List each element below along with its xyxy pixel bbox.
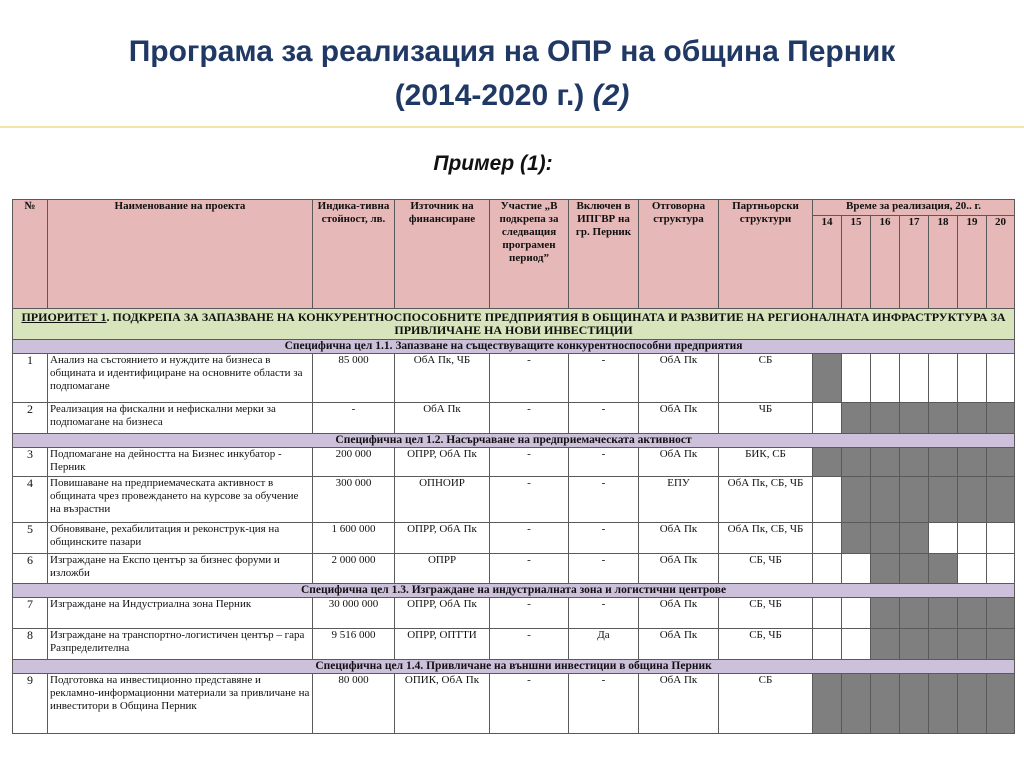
project-ipgvr: - [569, 598, 639, 629]
project-partners: ОбА Пк, СБ, ЧБ [719, 477, 813, 523]
project-name: Анализ на състоянието и нуждите на бизнеса в общината и идентифициране на основните области за подпомагане [48, 354, 313, 403]
project-source: ОПРР, ОПТТИ [395, 629, 490, 660]
project-responsible: ОбА Пк [639, 629, 719, 660]
project-responsible: ОбА Пк [639, 598, 719, 629]
header-project-name: Наименование на проекта [48, 200, 313, 309]
project-partners: БИК, СБ [719, 448, 813, 477]
project-name: Изграждане на транспортно-логистичен център – гара Разпределителна [48, 629, 313, 660]
project-responsible: ОбА Пк [639, 554, 719, 584]
project-partners: СБ [719, 674, 813, 734]
project-partners: СБ, ЧБ [719, 598, 813, 629]
title-line-1: Програма за реализация на ОПР на община Перник [128, 35, 896, 68]
timeline-cell-active [871, 403, 900, 434]
project-ipgvr: - [569, 554, 639, 584]
timeline-cell-empty [929, 523, 958, 554]
project-responsible: ОбА Пк [639, 354, 719, 403]
header-year: 19 [958, 216, 987, 309]
project-source: ОбА Пк, ЧБ [395, 354, 490, 403]
example-label: Пример (1): [433, 152, 553, 175]
specific-goal-title: Специфична цел 1.3. Изграждане на индустриалната зона и логистични центрове [13, 584, 1015, 598]
project-row [13, 477, 1015, 523]
timeline-cell-active [929, 403, 958, 434]
timeline-cell-active [958, 674, 987, 734]
project-source: ОбА Пк [395, 403, 490, 434]
timeline-cell-active [929, 554, 958, 584]
project-value: 2 000 000 [313, 554, 395, 584]
project-ipgvr: - [569, 403, 639, 434]
project-source: ОПРР, ОбА Пк [395, 448, 490, 477]
project-name: Повишаване на предприемаческата активност в общината чрез провеждането на курсове за обучение на възрастни [48, 477, 313, 523]
specific-goal-row [13, 660, 1015, 674]
project-participation: - [490, 477, 569, 523]
timeline-cell-empty [813, 598, 842, 629]
project-value: 1 600 000 [313, 523, 395, 554]
timeline-cell-empty [958, 523, 987, 554]
project-name: Подготовка на инвестиционно представяне и рекламно-информационни материали за привличане на инвеститори в Община Перник [48, 674, 313, 734]
project-row [13, 403, 1015, 434]
project-name: Изграждане на Индустриална зона Перник [48, 598, 313, 629]
timeline-cell-active [987, 403, 1015, 434]
timeline-cell-empty [929, 354, 958, 403]
project-name: Обновяване, рехабилитация и реконструк-ция на общинските пазари [48, 523, 313, 554]
timeline-cell-empty [842, 554, 871, 584]
timeline-cell-empty [987, 523, 1015, 554]
timeline-cell-active [958, 598, 987, 629]
project-row [13, 674, 1015, 734]
specific-goal-title: Специфична цел 1.2. Насърчаване на предприемаческата активност [13, 434, 1015, 448]
project-row [13, 354, 1015, 403]
timeline-cell-empty [813, 403, 842, 434]
timeline-cell-active [987, 477, 1015, 523]
timeline-cell-active [900, 523, 929, 554]
project-name: Подпомагане на дейността на Бизнес инкубатор - Перник [48, 448, 313, 477]
timeline-cell-empty [900, 354, 929, 403]
project-name: Реализация на фискални и нефискални мерки за подпомагане на бизнеса [48, 403, 313, 434]
timeline-cell-active [900, 554, 929, 584]
project-row [13, 554, 1015, 584]
project-source: ОПРР, ОбА Пк [395, 523, 490, 554]
header-number: № [13, 200, 48, 309]
timeline-cell-active [871, 598, 900, 629]
project-participation: - [490, 523, 569, 554]
timeline-cell-empty [813, 523, 842, 554]
timeline-cell-empty [842, 354, 871, 403]
header-source: Източник на финансиране [395, 200, 490, 309]
project-source: ОПРР [395, 554, 490, 584]
timeline-cell-active [871, 523, 900, 554]
timeline-cell-active [929, 477, 958, 523]
specific-goal-row [13, 584, 1015, 598]
project-number: 3 [13, 448, 48, 477]
priority-text: . ПОДКРЕПА ЗА ЗАПАЗВАНЕ НА КОНКУРЕНТНОСПОСОБНИТЕ ПРЕДПРИЯТИЯ В ОБЩИНАТА И РАЗВИТИЕ НА РЕГИОНАЛНАТА ИНФРАСТРУКТУРА ЗА ПРИВЛИЧАНЕ НА НОВИ ИНВЕСТИЦИИ [106, 310, 1006, 337]
project-ipgvr: - [569, 523, 639, 554]
timeline-cell-empty [871, 354, 900, 403]
project-partners: ОбА Пк, СБ, ЧБ [719, 523, 813, 554]
specific-goal-title: Специфична цел 1.4. Привличане на външни инвестиции в община Перник [13, 660, 1015, 674]
timeline-cell-empty [958, 554, 987, 584]
priority-title [13, 309, 1015, 340]
project-value: 200 000 [313, 448, 395, 477]
project-row [13, 523, 1015, 554]
timeline-cell-empty [987, 554, 1015, 584]
specific-goal-row [13, 434, 1015, 448]
header-responsible: Отговорна структура [639, 200, 719, 309]
project-ipgvr: - [569, 448, 639, 477]
project-participation: - [490, 674, 569, 734]
timeline-cell-active [871, 629, 900, 660]
timeline-cell-empty [813, 554, 842, 584]
timeline-cell-active [958, 477, 987, 523]
timeline-cell-active [987, 674, 1015, 734]
timeline-cell-active [871, 554, 900, 584]
project-number: 9 [13, 674, 48, 734]
project-number: 8 [13, 629, 48, 660]
specific-goal-row [13, 340, 1015, 354]
priority-row [13, 309, 1015, 340]
project-responsible: ЕПУ [639, 477, 719, 523]
project-value: - [313, 403, 395, 434]
timeline-cell-active [842, 674, 871, 734]
timeline-cell-active [929, 598, 958, 629]
project-value: 85 000 [313, 354, 395, 403]
project-row [13, 598, 1015, 629]
header-partners: Партньорски структури [719, 200, 813, 309]
timeline-cell-active [900, 403, 929, 434]
project-value: 300 000 [313, 477, 395, 523]
priority-number: ПРИОРИТЕТ 1 [21, 310, 107, 324]
project-participation: - [490, 403, 569, 434]
timeline-cell-empty [958, 354, 987, 403]
project-partners: СБ [719, 354, 813, 403]
timeline-cell-active [987, 598, 1015, 629]
timeline-cell-active [958, 403, 987, 434]
project-row [13, 448, 1015, 477]
title-divider [0, 126, 1024, 128]
header-value: Индика-тивна стойност, лв. [313, 200, 395, 309]
project-ipgvr: Да [569, 629, 639, 660]
timeline-cell-active [842, 477, 871, 523]
project-number: 2 [13, 403, 48, 434]
project-value: 80 000 [313, 674, 395, 734]
project-partners: СБ, ЧБ [719, 554, 813, 584]
project-name: Изграждане на Експо център за бизнес форуми и изложби [48, 554, 313, 584]
timeline-cell-active [813, 674, 842, 734]
timeline-cell-active [929, 448, 958, 477]
timeline-cell-active [871, 448, 900, 477]
project-number: 5 [13, 523, 48, 554]
project-number: 7 [13, 598, 48, 629]
project-source: ОПРР, ОбА Пк [395, 598, 490, 629]
header-ipgvr: Включен в ИПГВР на гр. Перник [569, 200, 639, 309]
project-ipgvr: - [569, 477, 639, 523]
project-participation: - [490, 629, 569, 660]
project-responsible: ОбА Пк [639, 523, 719, 554]
timeline-cell-empty [987, 354, 1015, 403]
project-number: 1 [13, 354, 48, 403]
header-year: 17 [900, 216, 929, 309]
project-ipgvr: - [569, 354, 639, 403]
project-value: 30 000 000 [313, 598, 395, 629]
timeline-cell-active [929, 674, 958, 734]
project-responsible: ОбА Пк [639, 674, 719, 734]
timeline-cell-empty [842, 598, 871, 629]
timeline-cell-active [900, 598, 929, 629]
project-responsible: ОбА Пк [639, 448, 719, 477]
timeline-cell-active [813, 354, 842, 403]
timeline-cell-empty [842, 629, 871, 660]
timeline-cell-empty [813, 477, 842, 523]
project-participation: - [490, 598, 569, 629]
slide-title [0, 30, 1024, 118]
timeline-cell-active [987, 629, 1015, 660]
header-year: 15 [842, 216, 871, 309]
timeline-cell-active [958, 629, 987, 660]
header-participation: Участие „В подкрепа за следващия програмен период” [490, 200, 569, 309]
project-number: 4 [13, 477, 48, 523]
timeline-cell-active [871, 477, 900, 523]
timeline-cell-active [813, 448, 842, 477]
timeline-cell-active [900, 674, 929, 734]
header-year: 16 [871, 216, 900, 309]
timeline-cell-active [900, 629, 929, 660]
title-part-number: (2) [592, 79, 630, 112]
title-years: (2014-2020 г.) [394, 79, 593, 112]
project-participation: - [490, 448, 569, 477]
project-partners: ЧБ [719, 403, 813, 434]
timeline-cell-active [929, 629, 958, 660]
project-responsible: ОбА Пк [639, 403, 719, 434]
header-year: 20 [987, 216, 1015, 309]
header-year: 18 [929, 216, 958, 309]
timeline-cell-empty [813, 629, 842, 660]
project-source: ОПНОИР [395, 477, 490, 523]
timeline-cell-active [900, 448, 929, 477]
project-ipgvr: - [569, 674, 639, 734]
timeline-cell-active [842, 448, 871, 477]
specific-goal-title: Специфична цел 1.1. Запазване на съществуващите конкурентноспособни предприятия [13, 340, 1015, 354]
project-partners: СБ, ЧБ [719, 629, 813, 660]
timeline-cell-active [842, 403, 871, 434]
title-line-2 [0, 74, 1024, 118]
project-table [12, 199, 1015, 734]
timeline-cell-active [987, 448, 1015, 477]
project-participation: - [490, 354, 569, 403]
project-source: ОПИК, ОбА Пк [395, 674, 490, 734]
project-value: 9 516 000 [313, 629, 395, 660]
timeline-cell-active [842, 523, 871, 554]
header-time: Време за реализация, 20.. г. [813, 200, 1015, 216]
project-row [13, 629, 1015, 660]
timeline-cell-active [871, 674, 900, 734]
timeline-cell-active [958, 448, 987, 477]
project-number: 6 [13, 554, 48, 584]
project-participation: - [490, 554, 569, 584]
header-year: 14 [813, 216, 842, 309]
timeline-cell-active [900, 477, 929, 523]
